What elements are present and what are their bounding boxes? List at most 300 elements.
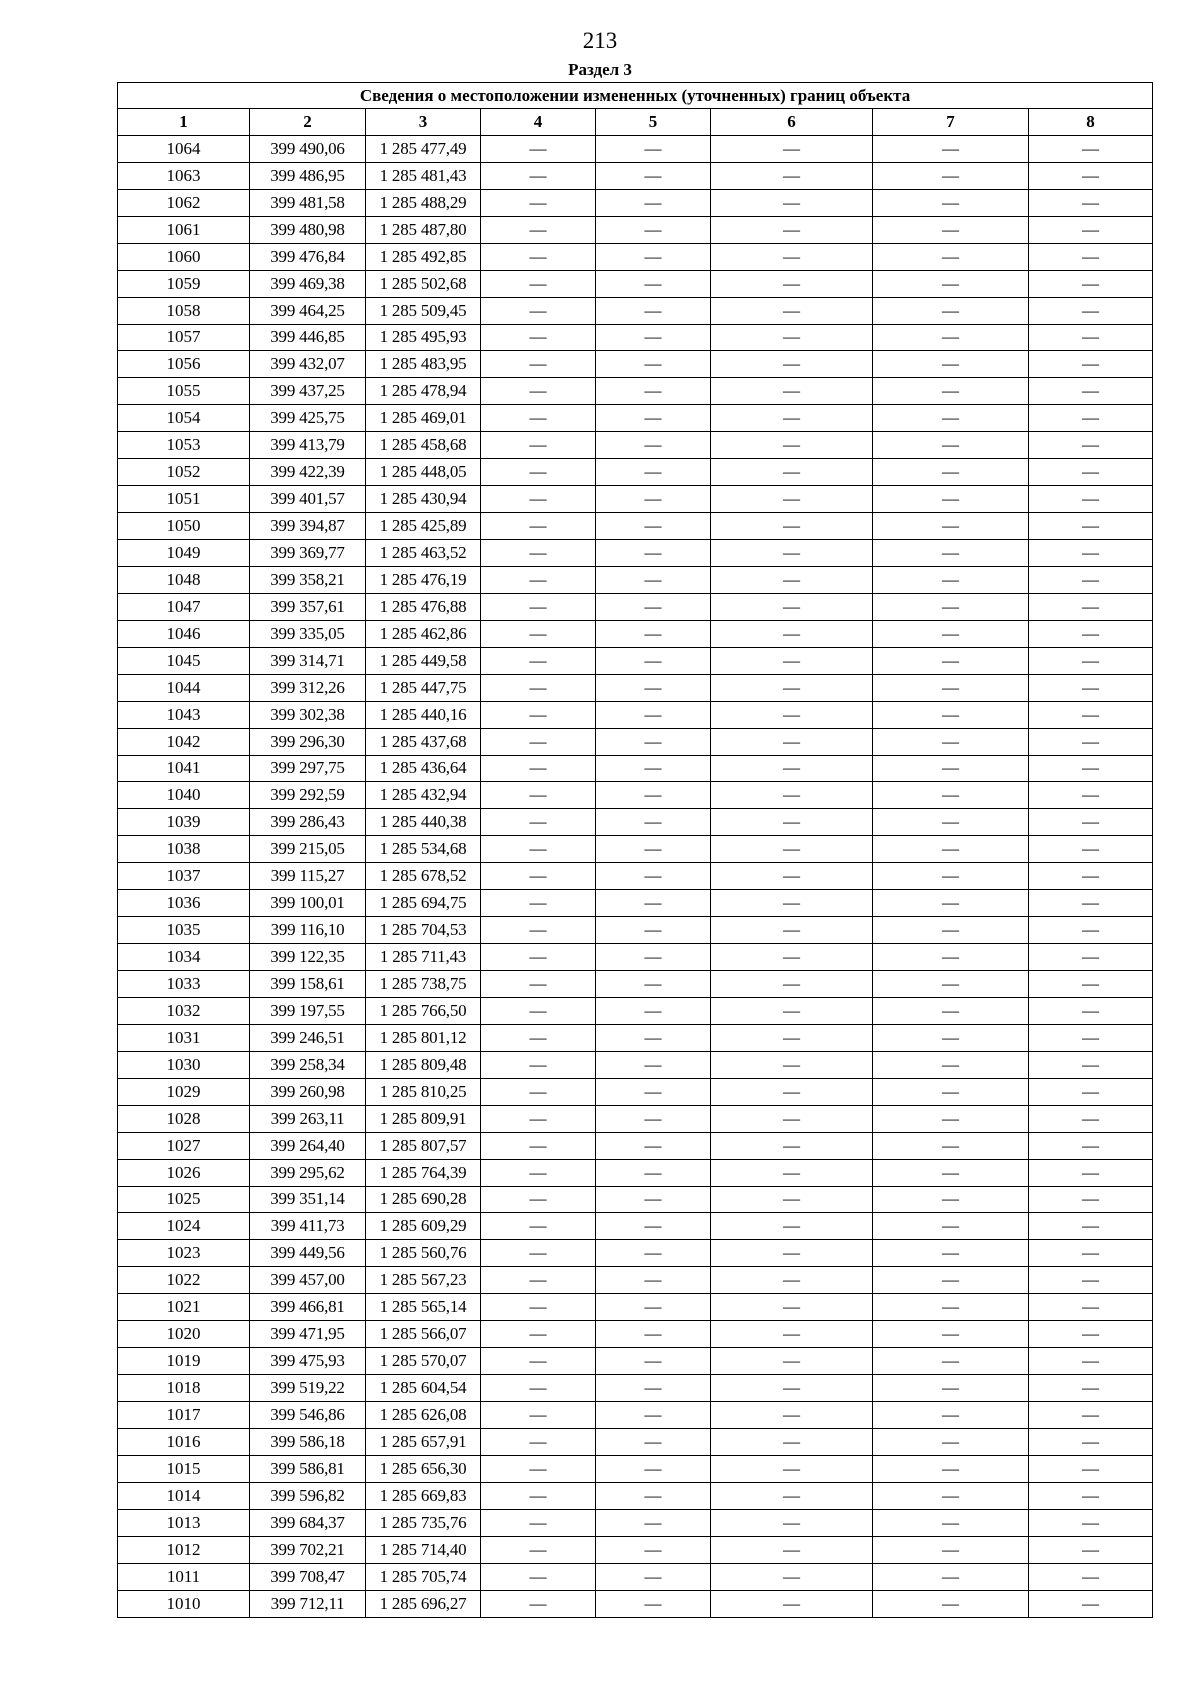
empty-value-cell: —	[711, 971, 873, 998]
empty-value-cell: —	[711, 135, 873, 162]
empty-value-cell: —	[596, 1348, 711, 1375]
empty-value-cell: —	[596, 890, 711, 917]
empty-value-cell: —	[481, 405, 596, 432]
empty-value-cell: —	[711, 593, 873, 620]
empty-value-cell: —	[873, 1348, 1029, 1375]
y-coordinate-cell: 1 285 656,30	[366, 1455, 481, 1482]
empty-value-cell: —	[1029, 1428, 1153, 1455]
column-header: 8	[1029, 109, 1153, 136]
empty-value-cell: —	[596, 1590, 711, 1617]
empty-value-cell: —	[596, 863, 711, 890]
empty-value-cell: —	[711, 755, 873, 782]
empty-value-cell: —	[711, 405, 873, 432]
empty-value-cell: —	[1029, 1078, 1153, 1105]
empty-value-cell: —	[481, 1375, 596, 1402]
empty-value-cell: —	[711, 1051, 873, 1078]
x-coordinate-cell: 399 684,37	[250, 1509, 366, 1536]
empty-value-cell: —	[873, 728, 1029, 755]
y-coordinate-cell: 1 285 463,52	[366, 540, 481, 567]
y-coordinate-cell: 1 285 565,14	[366, 1294, 481, 1321]
empty-value-cell: —	[481, 540, 596, 567]
empty-value-cell: —	[711, 513, 873, 540]
empty-value-cell: —	[481, 162, 596, 189]
empty-value-cell: —	[1029, 1267, 1153, 1294]
y-coordinate-cell: 1 285 669,83	[366, 1482, 481, 1509]
empty-value-cell: —	[596, 1105, 711, 1132]
empty-value-cell: —	[873, 1509, 1029, 1536]
empty-value-cell: —	[711, 189, 873, 216]
y-coordinate-cell: 1 285 711,43	[366, 944, 481, 971]
empty-value-cell: —	[596, 243, 711, 270]
point-number-cell: 1042	[118, 728, 250, 755]
column-header: 6	[711, 109, 873, 136]
x-coordinate-cell: 399 480,98	[250, 216, 366, 243]
empty-value-cell: —	[1029, 270, 1153, 297]
point-number-cell: 1021	[118, 1294, 250, 1321]
empty-value-cell: —	[1029, 1590, 1153, 1617]
empty-value-cell: —	[1029, 997, 1153, 1024]
column-header: 7	[873, 109, 1029, 136]
point-number-cell: 1060	[118, 243, 250, 270]
empty-value-cell: —	[596, 1402, 711, 1429]
point-number-cell: 1011	[118, 1563, 250, 1590]
x-coordinate-cell: 399 297,75	[250, 755, 366, 782]
point-number-cell: 1054	[118, 405, 250, 432]
point-number-cell: 1020	[118, 1321, 250, 1348]
empty-value-cell: —	[1029, 1213, 1153, 1240]
empty-value-cell: —	[481, 997, 596, 1024]
table-row	[118, 378, 1153, 405]
empty-value-cell: —	[711, 270, 873, 297]
table-row	[118, 997, 1153, 1024]
empty-value-cell: —	[873, 1159, 1029, 1186]
point-number-cell: 1024	[118, 1213, 250, 1240]
point-number-cell: 1022	[118, 1267, 250, 1294]
empty-value-cell: —	[596, 1267, 711, 1294]
section-title: Раздел 3	[568, 60, 632, 79]
table-row	[118, 297, 1153, 324]
empty-value-cell: —	[596, 1482, 711, 1509]
empty-value-cell: —	[873, 1294, 1029, 1321]
table-row	[118, 809, 1153, 836]
column-header: 1	[118, 109, 250, 136]
x-coordinate-cell: 399 411,73	[250, 1213, 366, 1240]
empty-value-cell: —	[1029, 513, 1153, 540]
empty-value-cell: —	[596, 1455, 711, 1482]
table-row	[118, 1482, 1153, 1509]
y-coordinate-cell: 1 285 483,95	[366, 351, 481, 378]
empty-value-cell: —	[481, 1294, 596, 1321]
empty-value-cell: —	[1029, 917, 1153, 944]
empty-value-cell: —	[481, 1024, 596, 1051]
empty-value-cell: —	[711, 459, 873, 486]
table-row	[118, 1321, 1153, 1348]
column-header: 2	[250, 109, 366, 136]
empty-value-cell: —	[873, 701, 1029, 728]
empty-value-cell: —	[481, 728, 596, 755]
y-coordinate-cell: 1 285 534,68	[366, 836, 481, 863]
x-coordinate-cell: 399 476,84	[250, 243, 366, 270]
empty-value-cell: —	[1029, 809, 1153, 836]
empty-value-cell: —	[1029, 1563, 1153, 1590]
empty-value-cell: —	[873, 593, 1029, 620]
point-number-cell: 1038	[118, 836, 250, 863]
table-row	[118, 647, 1153, 674]
empty-value-cell: —	[481, 1563, 596, 1590]
point-number-cell: 1016	[118, 1428, 250, 1455]
empty-value-cell: —	[1029, 863, 1153, 890]
x-coordinate-cell: 399 586,81	[250, 1455, 366, 1482]
point-number-cell: 1044	[118, 674, 250, 701]
empty-value-cell: —	[711, 1024, 873, 1051]
empty-value-cell: —	[481, 1348, 596, 1375]
empty-value-cell: —	[481, 432, 596, 459]
empty-value-cell: —	[873, 162, 1029, 189]
point-number-cell: 1061	[118, 216, 250, 243]
x-coordinate-cell: 399 369,77	[250, 540, 366, 567]
empty-value-cell: —	[711, 1402, 873, 1429]
x-coordinate-cell: 399 401,57	[250, 486, 366, 513]
table-row	[118, 324, 1153, 351]
empty-value-cell: —	[873, 540, 1029, 567]
empty-value-cell: —	[481, 944, 596, 971]
table-row	[118, 1159, 1153, 1186]
empty-value-cell: —	[596, 216, 711, 243]
empty-value-cell: —	[596, 1132, 711, 1159]
empty-value-cell: —	[711, 1321, 873, 1348]
column-header: 5	[596, 109, 711, 136]
table-row	[118, 836, 1153, 863]
empty-value-cell: —	[873, 755, 1029, 782]
empty-value-cell: —	[1029, 432, 1153, 459]
empty-value-cell: —	[1029, 378, 1153, 405]
point-number-cell: 1045	[118, 647, 250, 674]
empty-value-cell: —	[873, 405, 1029, 432]
empty-value-cell: —	[711, 1132, 873, 1159]
empty-value-cell: —	[481, 1482, 596, 1509]
empty-value-cell: —	[873, 486, 1029, 513]
point-number-cell: 1041	[118, 755, 250, 782]
empty-value-cell: —	[711, 1186, 873, 1213]
empty-value-cell: —	[873, 1267, 1029, 1294]
point-number-cell: 1039	[118, 809, 250, 836]
empty-value-cell: —	[873, 513, 1029, 540]
x-coordinate-cell: 399 302,38	[250, 701, 366, 728]
y-coordinate-cell: 1 285 766,50	[366, 997, 481, 1024]
x-coordinate-cell: 399 351,14	[250, 1186, 366, 1213]
empty-value-cell: —	[481, 1590, 596, 1617]
table-row	[118, 1267, 1153, 1294]
empty-value-cell: —	[596, 1078, 711, 1105]
empty-value-cell: —	[596, 647, 711, 674]
point-number-cell: 1017	[118, 1402, 250, 1429]
table-row	[118, 566, 1153, 593]
table-row	[118, 782, 1153, 809]
table-row	[118, 1428, 1153, 1455]
x-coordinate-cell: 399 115,27	[250, 863, 366, 890]
y-coordinate-cell: 1 285 560,76	[366, 1240, 481, 1267]
empty-value-cell: —	[711, 890, 873, 917]
empty-value-cell: —	[711, 1267, 873, 1294]
x-coordinate-cell: 399 486,95	[250, 162, 366, 189]
header-row	[118, 109, 1153, 136]
y-coordinate-cell: 1 285 567,23	[366, 1267, 481, 1294]
empty-value-cell: —	[596, 1563, 711, 1590]
x-coordinate-cell: 399 437,25	[250, 378, 366, 405]
empty-value-cell: —	[873, 1105, 1029, 1132]
empty-value-cell: —	[1029, 1132, 1153, 1159]
y-coordinate-cell: 1 285 469,01	[366, 405, 481, 432]
empty-value-cell: —	[481, 1267, 596, 1294]
table-row	[118, 1348, 1153, 1375]
empty-value-cell: —	[873, 1590, 1029, 1617]
y-coordinate-cell: 1 285 425,89	[366, 513, 481, 540]
empty-value-cell: —	[596, 1240, 711, 1267]
empty-value-cell: —	[873, 1536, 1029, 1563]
table-row	[118, 405, 1153, 432]
empty-value-cell: —	[873, 1186, 1029, 1213]
empty-value-cell: —	[873, 1428, 1029, 1455]
empty-value-cell: —	[596, 1509, 711, 1536]
point-number-cell: 1062	[118, 189, 250, 216]
y-coordinate-cell: 1 285 458,68	[366, 432, 481, 459]
table-row	[118, 1294, 1153, 1321]
point-number-cell: 1013	[118, 1509, 250, 1536]
empty-value-cell: —	[873, 674, 1029, 701]
table-row	[118, 1536, 1153, 1563]
empty-value-cell: —	[711, 1294, 873, 1321]
empty-value-cell: —	[596, 944, 711, 971]
empty-value-cell: —	[711, 1455, 873, 1482]
table-row	[118, 1186, 1153, 1213]
caption-row	[118, 83, 1153, 109]
empty-value-cell: —	[481, 566, 596, 593]
y-coordinate-cell: 1 285 704,53	[366, 917, 481, 944]
empty-value-cell: —	[481, 297, 596, 324]
x-coordinate-cell: 399 358,21	[250, 566, 366, 593]
empty-value-cell: —	[481, 1186, 596, 1213]
empty-value-cell: —	[1029, 1482, 1153, 1509]
x-coordinate-cell: 399 197,55	[250, 997, 366, 1024]
empty-value-cell: —	[596, 674, 711, 701]
empty-value-cell: —	[711, 1348, 873, 1375]
empty-value-cell: —	[596, 701, 711, 728]
empty-value-cell: —	[1029, 1024, 1153, 1051]
empty-value-cell: —	[481, 1455, 596, 1482]
y-coordinate-cell: 1 285 604,54	[366, 1375, 481, 1402]
x-coordinate-cell: 399 258,34	[250, 1051, 366, 1078]
empty-value-cell: —	[596, 971, 711, 998]
empty-value-cell: —	[1029, 971, 1153, 998]
x-coordinate-cell: 399 215,05	[250, 836, 366, 863]
empty-value-cell: —	[596, 270, 711, 297]
empty-value-cell: —	[1029, 836, 1153, 863]
y-coordinate-cell: 1 285 430,94	[366, 486, 481, 513]
y-coordinate-cell: 1 285 609,29	[366, 1213, 481, 1240]
empty-value-cell: —	[873, 1455, 1029, 1482]
empty-value-cell: —	[481, 755, 596, 782]
empty-value-cell: —	[711, 836, 873, 863]
empty-value-cell: —	[596, 593, 711, 620]
empty-value-cell: —	[1029, 782, 1153, 809]
empty-value-cell: —	[711, 997, 873, 1024]
table-row	[118, 1132, 1153, 1159]
empty-value-cell: —	[711, 1105, 873, 1132]
empty-value-cell: —	[711, 863, 873, 890]
point-number-cell: 1050	[118, 513, 250, 540]
x-coordinate-cell: 399 546,86	[250, 1402, 366, 1429]
y-coordinate-cell: 1 285 488,29	[366, 189, 481, 216]
point-number-cell: 1026	[118, 1159, 250, 1186]
table-head	[118, 83, 1153, 136]
y-coordinate-cell: 1 285 478,94	[366, 378, 481, 405]
point-number-cell: 1052	[118, 459, 250, 486]
table-row	[118, 917, 1153, 944]
y-coordinate-cell: 1 285 626,08	[366, 1402, 481, 1429]
empty-value-cell: —	[711, 486, 873, 513]
point-number-cell: 1031	[118, 1024, 250, 1051]
empty-value-cell: —	[596, 513, 711, 540]
empty-value-cell: —	[596, 324, 711, 351]
x-coordinate-cell: 399 464,25	[250, 297, 366, 324]
empty-value-cell: —	[1029, 728, 1153, 755]
empty-value-cell: —	[596, 1159, 711, 1186]
empty-value-cell: —	[596, 1024, 711, 1051]
empty-value-cell: —	[1029, 1402, 1153, 1429]
empty-value-cell: —	[711, 297, 873, 324]
x-coordinate-cell: 399 471,95	[250, 1321, 366, 1348]
empty-value-cell: —	[711, 917, 873, 944]
empty-value-cell: —	[873, 863, 1029, 890]
empty-value-cell: —	[1029, 189, 1153, 216]
empty-value-cell: —	[873, 971, 1029, 998]
empty-value-cell: —	[1029, 1321, 1153, 1348]
point-number-cell: 1055	[118, 378, 250, 405]
empty-value-cell: —	[873, 270, 1029, 297]
table-row	[118, 1078, 1153, 1105]
empty-value-cell: —	[1029, 755, 1153, 782]
empty-value-cell: —	[873, 944, 1029, 971]
empty-value-cell: —	[481, 1428, 596, 1455]
empty-value-cell: —	[481, 324, 596, 351]
x-coordinate-cell: 399 263,11	[250, 1105, 366, 1132]
empty-value-cell: —	[873, 1402, 1029, 1429]
empty-value-cell: —	[481, 647, 596, 674]
empty-value-cell: —	[596, 135, 711, 162]
x-coordinate-cell: 399 246,51	[250, 1024, 366, 1051]
coordinates-table	[117, 82, 1153, 1618]
empty-value-cell: —	[1029, 351, 1153, 378]
table-row	[118, 243, 1153, 270]
empty-value-cell: —	[481, 1132, 596, 1159]
empty-value-cell: —	[481, 593, 596, 620]
point-number-cell: 1019	[118, 1348, 250, 1375]
empty-value-cell: —	[596, 755, 711, 782]
empty-value-cell: —	[481, 243, 596, 270]
empty-value-cell: —	[481, 1159, 596, 1186]
point-number-cell: 1025	[118, 1186, 250, 1213]
empty-value-cell: —	[873, 836, 1029, 863]
x-coordinate-cell: 399 432,07	[250, 351, 366, 378]
empty-value-cell: —	[711, 1590, 873, 1617]
empty-value-cell: —	[873, 566, 1029, 593]
x-coordinate-cell: 399 158,61	[250, 971, 366, 998]
table-row	[118, 1051, 1153, 1078]
empty-value-cell: —	[711, 647, 873, 674]
empty-value-cell: —	[481, 890, 596, 917]
empty-value-cell: —	[1029, 1455, 1153, 1482]
empty-value-cell: —	[481, 486, 596, 513]
x-coordinate-cell: 399 449,56	[250, 1240, 366, 1267]
point-number-cell: 1047	[118, 593, 250, 620]
x-coordinate-cell: 399 490,06	[250, 135, 366, 162]
table-row	[118, 755, 1153, 782]
point-number-cell: 1064	[118, 135, 250, 162]
table-row	[118, 135, 1153, 162]
empty-value-cell: —	[596, 351, 711, 378]
y-coordinate-cell: 1 285 810,25	[366, 1078, 481, 1105]
empty-value-cell: —	[481, 1105, 596, 1132]
x-coordinate-cell: 399 466,81	[250, 1294, 366, 1321]
empty-value-cell: —	[711, 674, 873, 701]
y-coordinate-cell: 1 285 492,85	[366, 243, 481, 270]
point-number-cell: 1037	[118, 863, 250, 890]
table-row	[118, 620, 1153, 647]
empty-value-cell: —	[481, 351, 596, 378]
table-row	[118, 1213, 1153, 1240]
empty-value-cell: —	[481, 1051, 596, 1078]
table-row	[118, 863, 1153, 890]
point-number-cell: 1058	[118, 297, 250, 324]
empty-value-cell: —	[711, 216, 873, 243]
empty-value-cell: —	[1029, 459, 1153, 486]
empty-value-cell: —	[1029, 1186, 1153, 1213]
empty-value-cell: —	[711, 701, 873, 728]
empty-value-cell: —	[481, 782, 596, 809]
y-coordinate-cell: 1 285 807,57	[366, 1132, 481, 1159]
empty-value-cell: —	[481, 971, 596, 998]
y-coordinate-cell: 1 285 440,38	[366, 809, 481, 836]
table-row	[118, 1240, 1153, 1267]
point-number-cell: 1030	[118, 1051, 250, 1078]
empty-value-cell: —	[711, 378, 873, 405]
point-number-cell: 1033	[118, 971, 250, 998]
table-body	[118, 135, 1153, 1617]
empty-value-cell: —	[596, 1051, 711, 1078]
empty-value-cell: —	[711, 566, 873, 593]
y-coordinate-cell: 1 285 481,43	[366, 162, 481, 189]
empty-value-cell: —	[1029, 566, 1153, 593]
table-row	[118, 1024, 1153, 1051]
empty-value-cell: —	[873, 782, 1029, 809]
point-number-cell: 1036	[118, 890, 250, 917]
empty-value-cell: —	[1029, 620, 1153, 647]
empty-value-cell: —	[711, 1078, 873, 1105]
x-coordinate-cell: 399 357,61	[250, 593, 366, 620]
table-row	[118, 513, 1153, 540]
y-coordinate-cell: 1 285 437,68	[366, 728, 481, 755]
x-coordinate-cell: 399 286,43	[250, 809, 366, 836]
empty-value-cell: —	[873, 620, 1029, 647]
y-coordinate-cell: 1 285 705,74	[366, 1563, 481, 1590]
column-header: 3	[366, 109, 481, 136]
empty-value-cell: —	[596, 486, 711, 513]
point-number-cell: 1032	[118, 997, 250, 1024]
point-number-cell: 1035	[118, 917, 250, 944]
y-coordinate-cell: 1 285 448,05	[366, 459, 481, 486]
empty-value-cell: —	[481, 1240, 596, 1267]
empty-value-cell: —	[596, 297, 711, 324]
